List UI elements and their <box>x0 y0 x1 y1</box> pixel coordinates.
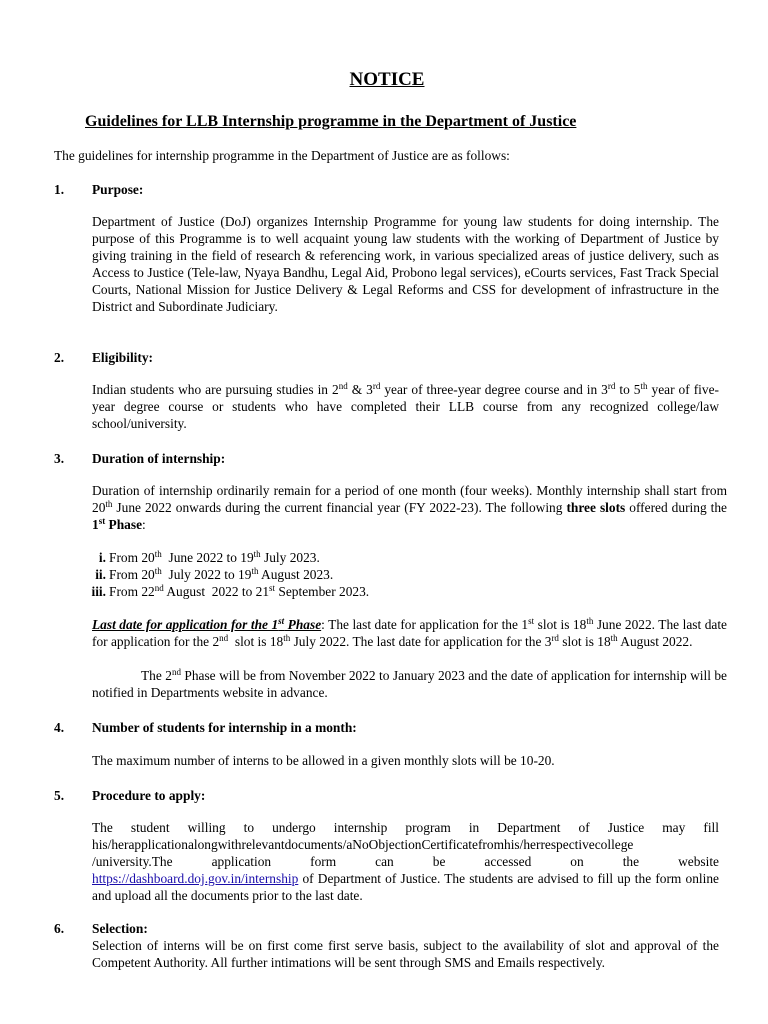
section-number-duration: 3. <box>54 451 65 466</box>
slot-roman: iii. <box>91 584 106 599</box>
procedure-text-rest: https://dashboard.doj.gov.in/internship of Department of Justice. The students are advised to fill up the form online and upload all the documents prior to the last date. <box>92 871 719 903</box>
notice-title: NOTICE <box>349 69 425 90</box>
notice-subtitle: Guidelines for LLB Internship programme in the Department of Justice <box>85 113 577 130</box>
last-date-heading: Last date for application for the 1st Phase <box>92 616 322 632</box>
duration-text: Duration of internship ordinarily remain for a period of one month (four weeks). Monthly internship shall start from 20th June 2022 onwards during the current financial year (FY 2022-23). The following three slots offered during the 1st Phase: <box>92 483 727 532</box>
section-heading-selection: Selection: <box>92 921 148 936</box>
section-number-selection: 6. <box>54 921 65 936</box>
students-text: The maximum number of interns to be allowed in a given monthly slots will be 10-20. <box>92 753 555 768</box>
slot-roman: ii. <box>95 567 106 582</box>
purpose-text: Department of Justice (DoJ) organizes Internship Programme for young law students for doing internship. The purpose of this Programme is to well acquaint young law students with the working of Department of Justice by giving training in the field of research & referencing work, in various specialized areas of justice delivery, such as Access to Justice (Tele-law, Nyaya Bandhu, Legal Aid, Probono legal services), eCourts services, Fast Track Special Courts, National Mission for Justice Delivery & Legal Reforms and CSS for development of infrastructure in the District and Subordinate Judiciary. <box>92 214 719 314</box>
section-number-procedure: 5. <box>54 788 65 803</box>
slot-item: From 20th July 2022 to 19th August 2023. <box>109 566 334 582</box>
section-heading-duration: Duration of internship: <box>92 451 226 466</box>
section-number-students: 4. <box>54 720 65 735</box>
slot-item: From 22nd August 2022 to 21st September 2023. <box>109 583 370 599</box>
section-number-eligibility: 2. <box>54 350 65 365</box>
section-heading-purpose: Purpose: <box>92 182 144 197</box>
section-heading-eligibility: Eligibility: <box>92 350 154 365</box>
phase2-text: The 2nd Phase will be from November 2022 to January 2023 and the date of application for internship will be notified in Departments website in advance. <box>92 667 727 700</box>
internship-link[interactable]: https://dashboard.doj.gov.in/internship <box>92 871 299 886</box>
procedure-line-2: his/herapplicationalongwithrelevantdocuments/aNoObjectionCertificatefromhis/herrespectivecollege <box>92 837 634 852</box>
selection-text: Selection of interns will be on first come first serve basis, subject to the availability of slot and approval of the Competent Authority. All further intimations will be sent through SMS and Emails respectively. <box>92 938 719 970</box>
section-number-purpose: 1. <box>54 182 65 197</box>
eligibility-text: Indian students who are pursuing studies in 2nd & 3rd year of three-year degree course and in 3rd to 5th year of five-year degree course or students who have completed their LLB course from any recognized college/law school/university. <box>92 381 719 431</box>
section-heading-students: Number of students for internship in a month: <box>92 720 357 735</box>
procedure-line-3: /university.The application form can be accessed on the website <box>92 854 719 869</box>
procedure-line-1: The student willing to undergo internship program in Department of Justice may fill <box>92 820 719 835</box>
intro-text: The guidelines for internship programme in the Department of Justice are as follows: <box>54 148 510 163</box>
last-date-text: Last date for application for the 1st Phase: The last date for application for the 1st slot is 18th June 2022. The last date for application for the 2nd slot is 18th July 2022. The last date for application for the 3rd slot is 18th August 2022. <box>92 616 727 649</box>
slot-roman: i. <box>98 550 106 565</box>
section-heading-procedure: Procedure to apply: <box>92 788 206 803</box>
slot-item: From 20th June 2022 to 19th July 2023. <box>109 549 320 565</box>
